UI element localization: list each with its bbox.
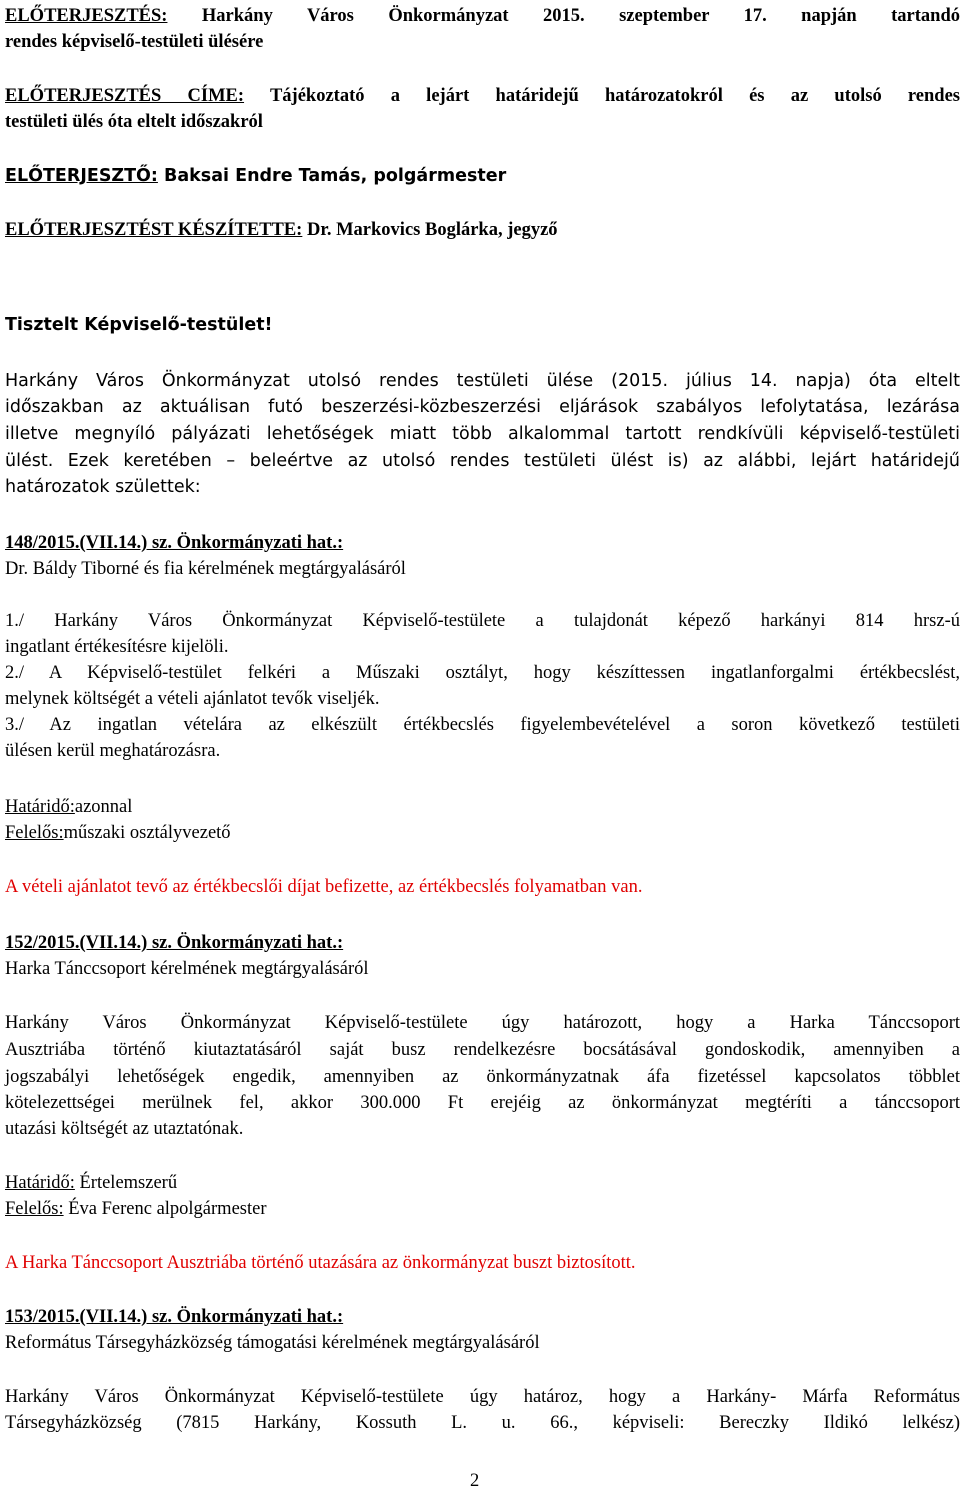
res148-item-2b: melynek költségét a vételi ajánlatot tevők viseljék. bbox=[5, 689, 380, 709]
res152-body-5: utazási költségét az utaztatónak. bbox=[5, 1119, 244, 1139]
res148-item-3b: ülésen kerül meghatározásra. bbox=[5, 741, 221, 761]
res148-hatarido-label: Határidő: bbox=[5, 797, 75, 817]
res152-status: A Harka Tánccsoport Ausztriába történő utazására az önkormányzat buszt biztosított. bbox=[5, 1253, 636, 1273]
intro-line-2: időszakban az aktuálisan futó beszerzési-közbeszerzési eljárások szabályos lefolytatása, lezárása bbox=[5, 397, 960, 417]
eloterjeszto-line bbox=[5, 163, 506, 189]
eloterjesztes-line1 bbox=[5, 3, 960, 29]
greeting: Tisztelt Képviselő-testület! bbox=[5, 315, 273, 335]
res148-felelos bbox=[5, 820, 231, 846]
res148-subject: Dr. Báldy Tiborné és fia kérelmének megtárgyalásáról bbox=[5, 559, 406, 579]
res152-subject: Harka Tánccsoport kérelmének megtárgyalásáról bbox=[5, 959, 369, 979]
eloterjeszto-label: ELŐTERJESZTŐ: bbox=[5, 166, 158, 186]
cim-title: Tájékoztató a lejárt határidejű határozatokról és az utolsó rendes bbox=[269, 86, 960, 106]
res148-item-1: 1./ Harkány Város Önkormányzat Képviselő-testülete a tulajdonát képező harkányi 814 hrsz-ú bbox=[5, 611, 960, 631]
eloterjesztes-line2: rendes képviselő-testületi ülésére bbox=[5, 32, 264, 52]
keszitette-value: Dr. Markovics Boglárka, jegyző bbox=[306, 220, 558, 240]
intro-line-4: ülést. Ezek keretében – beleértve az utolsó rendes testületi ülést is) az alábbi, lejárt határidejű bbox=[5, 451, 960, 471]
res152-hatarido-value: Értelemszerű bbox=[74, 1173, 178, 1193]
keszitette-line bbox=[5, 217, 558, 243]
res148-title: 148/2015.(VII.14.) sz. Önkormányzati hat.: bbox=[5, 533, 344, 553]
res152-felelos-label: Felelős: bbox=[5, 1199, 64, 1219]
res152-title: 152/2015.(VII.14.) sz. Önkormányzati hat.: bbox=[5, 933, 344, 953]
res152-body-1: Harkány Város Önkormányzat Képviselő-testülete úgy határozott, hogy a Harka Tánccsoport bbox=[5, 1013, 960, 1033]
res153-title: 153/2015.(VII.14.) sz. Önkormányzati hat.: bbox=[5, 1307, 344, 1327]
res153-subject: Református Társegyházközség támogatási kérelmének megtárgyalásáról bbox=[5, 1333, 540, 1353]
res152-hatarido bbox=[5, 1170, 177, 1196]
res148-item-1b: ingatlant értékesítésre kijelöli. bbox=[5, 637, 229, 657]
intro-line-5: határozatok születtek: bbox=[5, 477, 201, 497]
cim-line2: testületi ülés óta eltelt időszakról bbox=[5, 112, 263, 132]
eloterjesztes-meeting: Harkány Város Önkormányzat 2015. szeptember 17. napján tartandó bbox=[201, 6, 960, 26]
keszitette-label: ELŐTERJESZTÉST KÉSZÍTETTE: bbox=[5, 220, 303, 240]
cim-label: ELŐTERJESZTÉS CÍME: bbox=[5, 86, 245, 106]
res148-item-3: 3./ Az ingatlan vételára az elkészült értékbecslés figyelembevételével a soron következő testületi bbox=[5, 715, 960, 735]
intro-line-3: illetve megnyíló pályázati lehetőségek miatt több alkalommal tartott rendkívüli képviselő-testületi bbox=[5, 424, 960, 444]
res152-body-4: kötelezettségei merülnek fel, akkor 300.000 Ft erejéig az önkormányzat megtéríti a tánccsoport bbox=[5, 1093, 960, 1113]
res153-body-2: Társegyházközség (7815 Harkány, Kossuth L. u. 66., képviseli: Bereczky Ildikó lelkész) bbox=[5, 1413, 960, 1433]
res153-body-1: Harkány Város Önkormányzat Képviselő-testülete úgy határoz, hogy a Harkány- Márfa Református bbox=[5, 1387, 960, 1407]
cim-line1 bbox=[5, 83, 960, 109]
eloterjesztes-label: ELŐTERJESZTÉS: bbox=[5, 6, 168, 26]
res152-body-2: Ausztriába történő kiutaztatásáról saját busz rendelkezésre bocsátásával gondoskodik, amennyiben a bbox=[5, 1040, 960, 1060]
res148-item-2: 2./ A Képviselő-testület felkéri a Műszaki osztályt, hogy készíttessen ingatlanforgalmi értékbecslést, bbox=[5, 663, 960, 683]
res148-hatarido-value: azonnal bbox=[74, 797, 133, 817]
page-number: 2 bbox=[470, 1471, 480, 1491]
res148-felelos-value: műszaki osztályvezető bbox=[63, 823, 231, 843]
eloterjeszto-value: Baksai Endre Tamás, polgármester bbox=[164, 166, 507, 186]
intro-line-1: Harkány Város Önkormányzat utolsó rendes testületi ülése (2015. július 14. napja) óta eltelt bbox=[5, 371, 960, 391]
res148-hatarido bbox=[5, 794, 132, 820]
res152-felelos-value: Éva Ferenc alpolgármester bbox=[63, 1199, 267, 1219]
res152-body-3: jogszabályi lehetőségek engedik, amennyiben az önkormányzatnak áfa fizetéssel kapcsolatos többlet bbox=[5, 1067, 960, 1087]
res152-felelos bbox=[5, 1196, 267, 1222]
res148-felelos-label: Felelős: bbox=[5, 823, 64, 843]
res152-hatarido-label: Határidő: bbox=[5, 1173, 75, 1193]
res148-status: A vételi ajánlatot tevő az értékbecslői díjat befizette, az értékbecslés folyamatban van. bbox=[5, 877, 643, 897]
